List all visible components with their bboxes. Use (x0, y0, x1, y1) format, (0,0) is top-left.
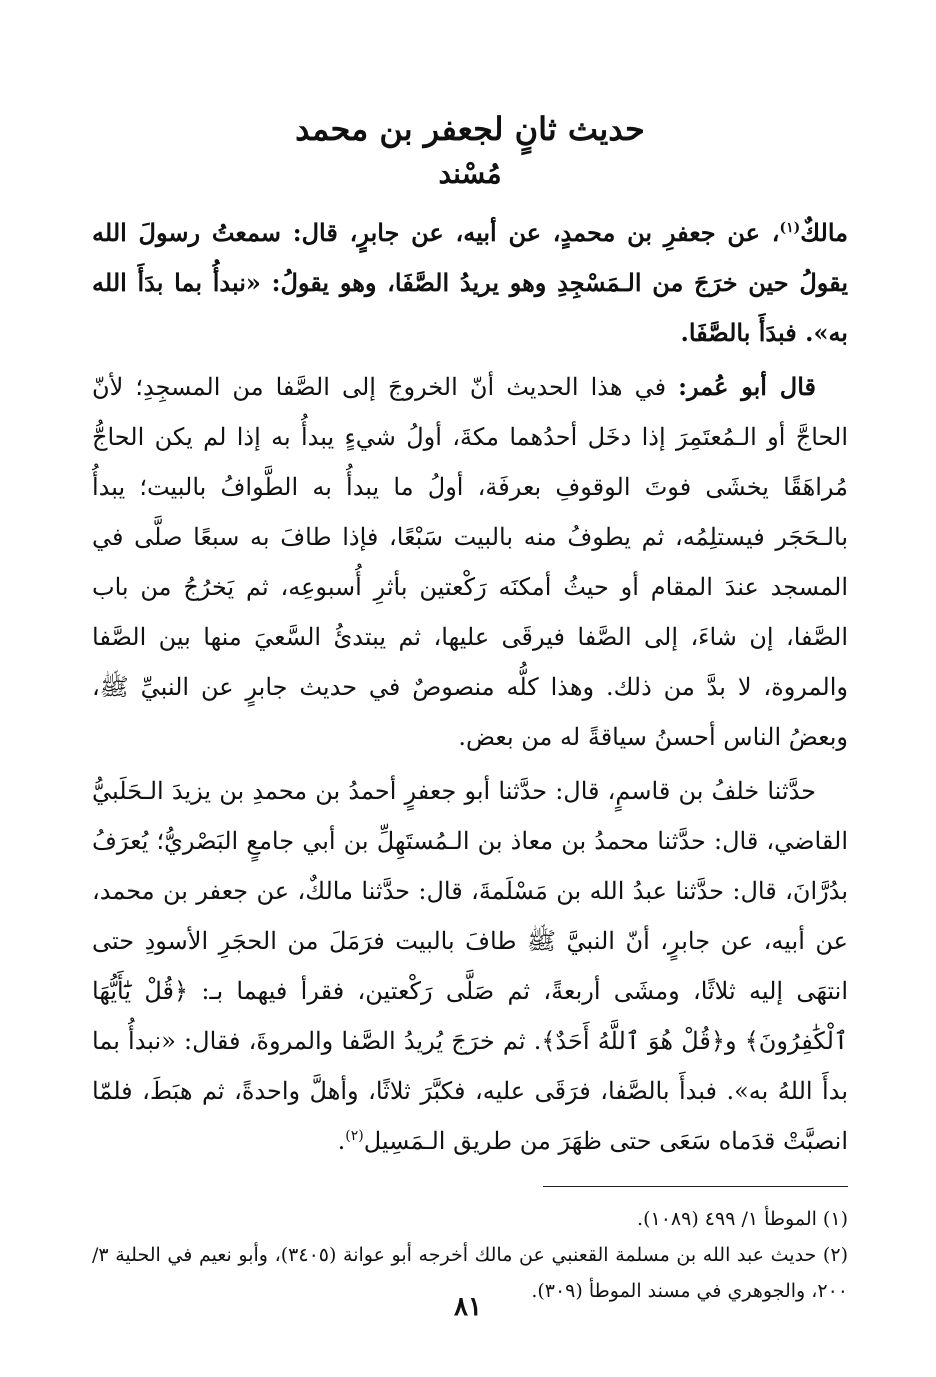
footnote-2: (٢) حديث عبد الله بن مسلمة القعنبي عن مالك أخرجه أبو عوانة (٣٤٠٥)، وأبو نعيم في الحلية ٣/ ٢٠٠، والجوهري في مسند الموطأ (٣٠٩). (92, 1244, 848, 1302)
hadith-paragraph (92, 208, 848, 358)
isnad-end: . (337, 1127, 346, 1155)
commentary-text: في هذا الحديث أنّ الخروجَ إلى الصَّفا من المسجِدِ؛ لأنّ الحاجَّ أو الـمُعتَمِرَ إذا دخَل أحدُهما مكةَ، أولُ شيءٍ يبدأُ به إذا لم يكن الحاجُّ مُراهَقًا يخشَى فوتَ الوقوفِ بعرفَة، أولُ ما يبدأُ به الطَّوافُ بالبيت؛ يبدأُ بالـحَجَر فيستلِمُه، ثم يطوفُ منه بالبيت سَبْعًا، فإذا طافَ به سبعًا صلَّى في المسجد عندَ المقام أو حيثُ أمكنَه رَكْعتين بأثرِ أُسبوعِه، ثم يَخرُجُ من باب الصَّفا، إن شاءَ، إلى الصَّفا فيرقَى عليها، ثم يبتدئُ السَّعيَ منها بين الصَّفا والمروة، لا بدَّ من ذلك. وهذا كلُّه منصوصٌ في حديث جابرٍ عن النبيِّ ﷺ، وبعضُ الناس أحسنُ سياقةً له من بعض. (92, 373, 848, 751)
isnad-paragraph (92, 766, 848, 1166)
page-title: حديث ثانٍ لجعفر بن محمد (295, 110, 645, 148)
footnote-ref-1: (١) (779, 220, 801, 236)
hadith-text: ، عن جعفرِ بن محمدٍ، عن أبيه، عن جابرٍ، قال: سمعتُ رسولَ الله يقولُ حين خرَجَ من الـمَسْجِدِ وهو يريدُ الصَّفَا، وهو يقولُ: «نبدأُ بما بدَأَ الله به». فبدَأَ بالصَّفَا. (92, 218, 848, 347)
footnote-1: (١) الموطأ ١/ ٤٩٩ (١٠٨٩). (637, 1208, 848, 1230)
hadith-narrator: مالكٌ (800, 218, 848, 247)
commentary-paragraph (92, 362, 848, 762)
footnote-ref-2: (٢) (345, 1128, 364, 1144)
page-subtitle: مُسْند (438, 157, 502, 190)
footnote-separator (543, 1186, 848, 1187)
commentary-lead: قال أبو عُمر: (678, 372, 816, 401)
isnad-text: حدَّثنا خلفُ بن قاسمٍ، قال: حدَّثنا أبو جعفرٍ أحمدُ بن محمدِ بن يزيدَ الـحَلَبيُّ القاضي، قال: حدَّثنا محمدُ بن معاذ بن الـمُستَهِلِّ بن أبي جامعٍ البَصْريُّ؛ يُعرَفُ بدُرَّانَ، قال: حدَّثنا عبدُ الله بن مَسْلَمةَ، قال: حدَّثنا مالكٌ، عن جعفر بن محمد، عن أبيه، عن جابرٍ، أنّ النبيَّ ﷺ طافَ بالبيت فرَمَلَ من الحجَرِ الأسودِ حتى انتهَى إليه ثلاثًا، ومشَى أربعةً، ثم صَلَّى رَكْعتين، فقرأ فيهما بـ: ﴿قُلْ يَٰٓأَيُّهَا ٱلْكَٰفِرُونَ﴾ و﴿قُلْ هُوَ ٱللَّهُ أَحَدٌ﴾. ثم خرَجَ يُريدُ الصَّفا والمروةَ، فقال: «نبدأُ بما بدأَ اللهُ به». فبدأَ بالصَّفا، فرَقَى عليه، فكبَّرَ ثلاثًا، وأهلَّ واحدةً، ثم هبَطَ، فلمّا انصبَّتْ قدَماه سَعَى حتى ظهَرَ من طريق الـمَسِيل (92, 777, 848, 1155)
page-number: ٨١ (454, 1292, 482, 1322)
